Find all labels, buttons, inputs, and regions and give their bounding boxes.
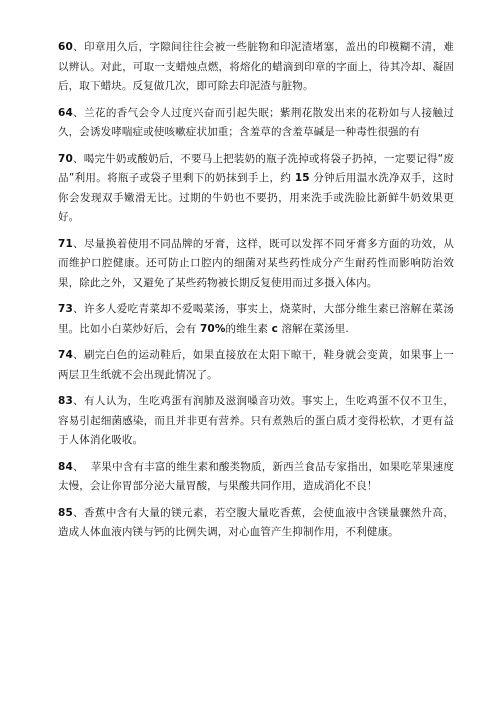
item-text: 许多人爱吃青菜却不爱喝菜汤，事实上，烧菜时，大部分维生素已溶解在菜汤里。比如小白菜炒好后，会有 [58, 303, 454, 335]
item-separator: 、 [72, 303, 85, 315]
item-number: 60 [58, 41, 73, 53]
item-number: 84 [58, 460, 73, 473]
item-number: 70 [58, 152, 73, 165]
item-separator: 、 [72, 349, 85, 361]
item-text: 分钟后用温水洗净双手，这时你会发现双手嫩滑无比。过期的牛奶也不要扔，用来洗手或洗脸比新鲜牛奶效果更好。 [58, 172, 455, 223]
item-number: 85 [58, 506, 73, 519]
item-number: 83 [58, 395, 73, 407]
item-number: 74 [58, 349, 73, 361]
item-separator: 、 [72, 460, 84, 473]
item-separator: 、 [72, 395, 85, 407]
tip-item-70 [58, 150, 454, 228]
tip-item-85 [58, 504, 454, 543]
item-text-vitamin: c [271, 322, 278, 335]
item-number: 73 [58, 303, 73, 315]
item-text-number: 15 [294, 172, 310, 184]
item-text: 香蕉中含有大量的镁元素，若空腹大量吃香蕉，会使血液中含镁量骤然升高，造成人体血液内镁与钙的比例失调，对心血管产生抑制作用，不利健康。 [58, 506, 454, 538]
tip-item-84 [58, 458, 454, 497]
item-text: 兰花的香气会令人过度兴奋而引起失眠；紫荆花散发出来的花粉如与人接触过久，会诱发哮喘症或使咳嗽症状加重；含羞草的含羞草碱是一种毒性很强的有 [58, 106, 454, 138]
item-text: 有人认为，生吃鸡蛋有润肺及滋润嗓音功效。事实上，生吃鸡蛋不仅不卫生，容易引起细菌感染，而且并非更有营养。只有煮熟后的蛋白质才变得松软，才更有益于人体消化吸收。 [58, 395, 454, 446]
item-separator: 、 [72, 237, 85, 250]
item-text: 苹果中含有丰富的维生素和酸类物质，新西兰食品专家指出，如果吃苹果速度太慢，会让你胃部分泌大量胃酸，与果酸共同作用，造成消化不良！ [58, 460, 455, 492]
tip-item-64 [58, 104, 454, 143]
item-text: 印章用久后，字隙间往往会被一些脏物和印泥渣堵塞，盖出的印模糊不清，难以辨认。对此，可取一支蜡烛点燃，将熔化的蜡滴到印章的字面上，待其冷却、凝固后，取下蜡块。反复做几次，即可除去印泥渣与脏物。 [58, 41, 454, 92]
item-text-percent: 70% [199, 322, 226, 335]
item-number: 64 [58, 106, 73, 119]
tip-item-60 [58, 38, 454, 97]
item-text: 尽量换着使用不同品牌的牙膏，这样，既可以发挥不同牙膏多方面的功效，从而维护口腔健康。还可防止口腔内的细菌对某些药性成分产生耐药性而影响防治效果，除此之外，又避免了某些药物被长期反复使用而过多摄入体内。 [58, 237, 454, 289]
tip-item-71 [58, 235, 454, 294]
document-page [58, 38, 454, 550]
item-separator: 、 [72, 152, 84, 165]
item-text: 溶解在菜汤里. [278, 322, 349, 335]
item-separator: 、 [72, 106, 85, 119]
item-text: 的维生素 [225, 322, 272, 335]
tip-item-83 [58, 392, 454, 451]
tip-item-73 [58, 300, 454, 339]
item-separator: 、 [72, 506, 85, 519]
item-separator: 、 [72, 41, 85, 53]
tip-item-74 [58, 346, 454, 385]
item-text: 喝完牛奶或酸奶后，不要马上把装奶的瓶子洗掉或将袋子扔掉，一定要记得“废品”利用。将瓶子或袋子里剩下的奶抹到手上，约 [58, 152, 454, 184]
item-number: 71 [58, 237, 73, 250]
item-text: 刷完白色的运动鞋后，如果直接放在太阳下晾干，鞋身就会变黄，如果事上一两层卫生纸就不会出现此情况了。 [58, 349, 454, 381]
